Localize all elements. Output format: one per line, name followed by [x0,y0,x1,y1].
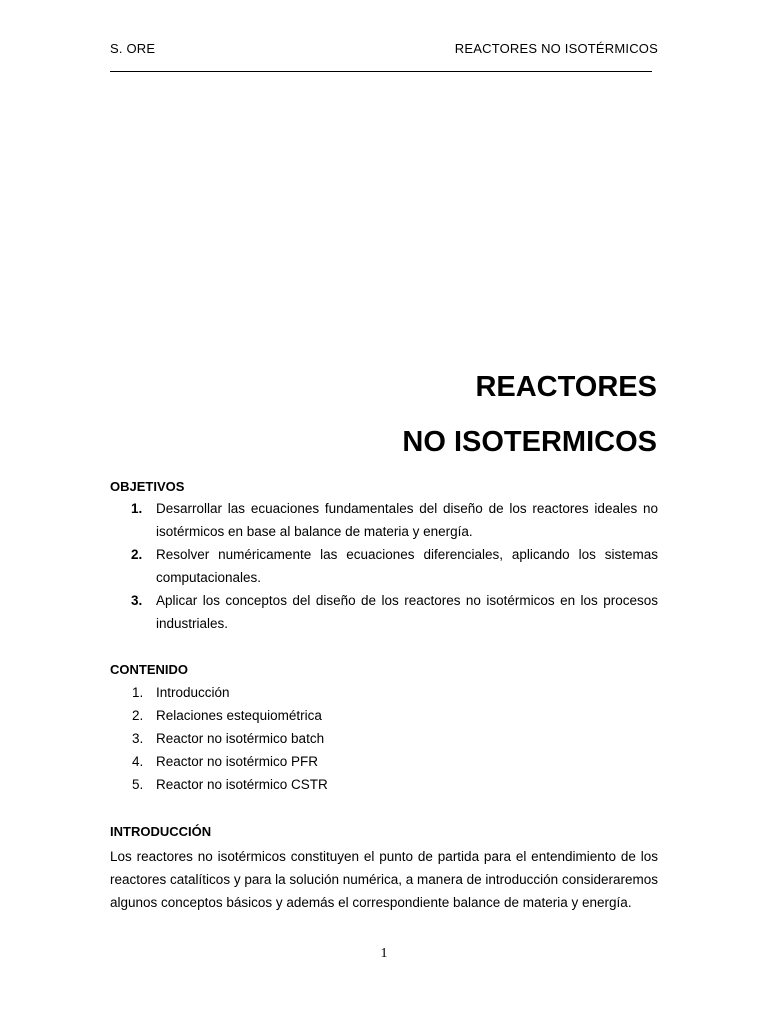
objetivo-text: Desarrollar las ecuaciones fundamentales del diseño de los reactores ideales no isotérmicos en base al balance de materia y energía. [156,501,658,539]
objetivo-number: 2. [131,547,143,562]
contenido-number: 1. [132,685,144,700]
contenido-number: 4. [132,754,144,769]
contenido-number: 3. [132,731,144,746]
contenido-number: 2. [132,708,144,723]
contenido-item [110,681,658,704]
objetivo-item [110,497,658,543]
contenido-heading: CONTENIDO [110,662,188,677]
page-number: 1 [380,946,388,961]
contenido-list [110,681,658,796]
contenido-text: Relaciones estequiométrica [156,708,322,723]
contenido-item [110,750,658,773]
contenido-number: 5. [132,777,144,792]
document-title-line-2: NO ISOTERMICOS [402,426,657,458]
header-title: REACTORES NO ISOTÉRMICOS [454,41,658,56]
objetivo-number: 3. [131,593,143,608]
objetivo-item [110,543,658,589]
introduccion-paragraph: Los reactores no isotérmicos constituyen el punto de partida para el entendimiento de los reactores catalíticos y para la solución numérica, a manera de introducción consideraremos algunos conceptos básicos y además el correspondiente balance de materia y energía. [110,849,658,910]
objetivo-text: Aplicar los conceptos del diseño de los reactores no isotérmicos en los procesos industriales. [156,593,658,631]
contenido-text: Reactor no isotérmico PFR [156,754,319,769]
document-title-line-1: REACTORES [475,371,657,403]
contenido-text: Reactor no isotérmico CSTR [156,777,328,792]
header-author: S. ORE [110,41,156,56]
contenido-item [110,773,658,796]
contenido-text: Introducción [156,685,230,700]
objetivo-number: 1. [131,501,143,516]
header-rule [110,71,652,72]
objetivos-heading: OBJETIVOS [110,479,185,494]
introduccion-heading: INTRODUCCIÓN [110,824,212,839]
objetivo-text: Resolver numéricamente las ecuaciones diferenciales, aplicando los sistemas computacionales. [156,547,658,585]
contenido-item [110,704,658,727]
objetivos-list [110,497,658,635]
contenido-text: Reactor no isotérmico batch [156,731,325,746]
objetivo-item [110,589,658,635]
contenido-item [110,727,658,750]
